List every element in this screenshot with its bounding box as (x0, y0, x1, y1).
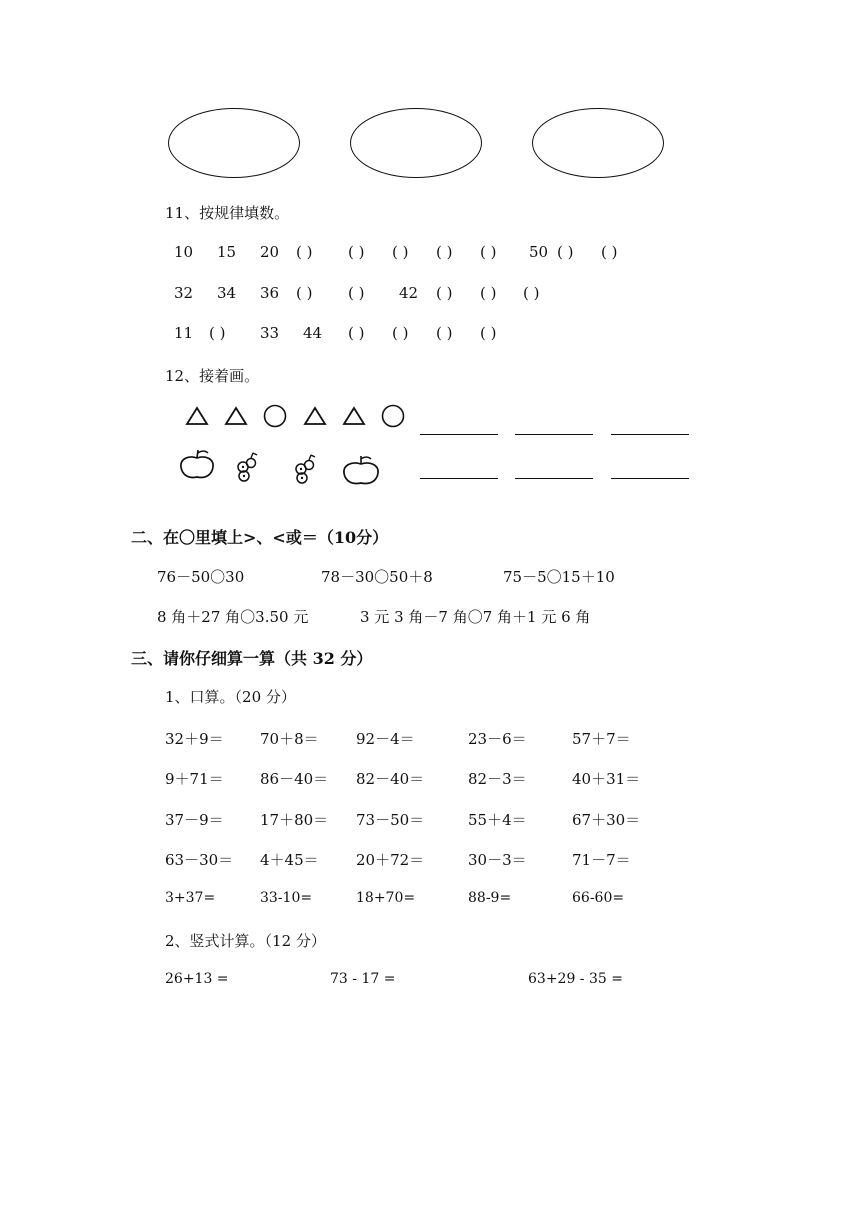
mental-math-item[interactable]: 70＋8＝ (260, 730, 319, 748)
q11-row2-blank[interactable]: ( ) (348, 284, 365, 302)
mental-math-item[interactable]: 57＋7＝ (572, 730, 631, 748)
q11-row2-blank[interactable]: ( ) (523, 284, 540, 302)
q11-row1-item: 20 (260, 243, 280, 261)
q11-row2-blank[interactable]: ( ) (480, 284, 497, 302)
mental-math-item[interactable]: 20＋72＝ (356, 851, 425, 869)
q11-row1-item: 10 (174, 243, 194, 261)
q11-row1-item: 15 (217, 243, 237, 261)
q11-row3-item: 44 (303, 324, 323, 342)
answer-oval-2 (350, 108, 482, 178)
q11-row2-blank[interactable]: ( ) (296, 284, 313, 302)
draw-blank-line[interactable] (515, 434, 593, 435)
q11-row2-item: 32 (174, 284, 194, 302)
section3-sub1: 1、口算。（20 分） (165, 688, 296, 706)
q11-row3-blank[interactable]: ( ) (209, 324, 226, 342)
section2-heading: 二、在〇里填上>、<或＝（10分） (131, 528, 389, 547)
draw-blank-line[interactable] (420, 434, 498, 435)
q11-row1-blank[interactable]: ( ) (348, 243, 365, 261)
q11-row1-blank[interactable]: ( ) (436, 243, 453, 261)
q11-row3-blank[interactable]: ( ) (348, 324, 365, 342)
q11-row2-blank[interactable]: ( ) (436, 284, 453, 302)
cherries-icon (232, 452, 262, 482)
apple-icon (178, 448, 216, 480)
mental-math-item[interactable]: 82－3＝ (468, 770, 527, 788)
mental-math-item[interactable]: 40＋31＝ (572, 770, 641, 788)
mental-math-item[interactable]: 23－6＝ (468, 730, 527, 748)
mental-math-item[interactable]: 67＋30＝ (572, 811, 641, 829)
q12-title: 12、接着画。 (165, 367, 260, 385)
mental-math-item[interactable]: 71－7＝ (572, 851, 631, 869)
q11-row3-blank[interactable]: ( ) (392, 324, 409, 342)
q11-row3-item: 33 (260, 324, 280, 342)
mental-math-item[interactable]: 73－50＝ (356, 811, 425, 829)
q11-row3-blank[interactable]: ( ) (480, 324, 497, 342)
triangle-icon (185, 406, 209, 426)
mental-math-item[interactable]: 92－4＝ (356, 730, 415, 748)
mental-math-item[interactable]: 86－40＝ (260, 770, 329, 788)
circle-icon (381, 404, 405, 428)
mental-math-item[interactable]: 32＋9＝ (165, 730, 224, 748)
draw-blank-line[interactable] (611, 434, 689, 435)
q11-row1-blank[interactable]: ( ) (296, 243, 313, 261)
q11-row1-item: 50 (529, 243, 549, 261)
mental-math-item[interactable]: 9＋71＝ (165, 770, 224, 788)
mental-math-item[interactable]: 17＋80＝ (260, 811, 329, 829)
triangle-icon (224, 406, 248, 426)
q11-title: 11、按规律填数。 (165, 204, 290, 222)
compare-item[interactable]: 8 角＋27 角〇3.50 元 (157, 608, 309, 626)
q11-row1-blank[interactable]: ( ) (557, 243, 574, 261)
mental-math-item[interactable]: 88-9= (468, 890, 512, 906)
compare-item[interactable]: 76－50〇30 (157, 568, 245, 586)
answer-oval-3 (532, 108, 664, 178)
draw-blank-line[interactable] (611, 478, 689, 479)
apple-icon (341, 454, 381, 486)
vertical-calc-item[interactable]: 26+13 = (165, 971, 229, 987)
q11-row1-blank[interactable]: ( ) (601, 243, 618, 261)
mental-math-item[interactable]: 3+37= (165, 890, 216, 906)
mental-math-item[interactable]: 55＋4＝ (468, 811, 527, 829)
cherries-icon (290, 454, 320, 484)
section3-sub2: 2、竖式计算。（12 分） (165, 932, 326, 950)
compare-item[interactable]: 75－5〇15＋10 (503, 568, 615, 586)
vertical-calc-item[interactable]: 63+29 - 35 = (528, 971, 623, 987)
q11-row1-blank[interactable]: ( ) (480, 243, 497, 261)
triangle-icon (342, 406, 366, 426)
mental-math-item[interactable]: 66-60= (572, 890, 625, 906)
compare-item[interactable]: 3 元 3 角－7 角〇7 角＋1 元 6 角 (360, 608, 591, 626)
q11-row3-blank[interactable]: ( ) (436, 324, 453, 342)
q11-row3-item: 11 (174, 324, 194, 342)
triangle-icon (303, 406, 327, 426)
q11-row1-blank[interactable]: ( ) (392, 243, 409, 261)
compare-item[interactable]: 78－30〇50＋8 (321, 568, 433, 586)
answer-oval-1 (168, 108, 300, 178)
vertical-calc-item[interactable]: 73 - 17 = (330, 971, 396, 987)
draw-blank-line[interactable] (420, 478, 498, 479)
mental-math-item[interactable]: 63－30＝ (165, 851, 234, 869)
mental-math-item[interactable]: 37－9＝ (165, 811, 224, 829)
mental-math-item[interactable]: 30－3＝ (468, 851, 527, 869)
draw-blank-line[interactable] (515, 478, 593, 479)
mental-math-item[interactable]: 33-10= (260, 890, 313, 906)
circle-icon (263, 404, 287, 428)
mental-math-item[interactable]: 4＋45＝ (260, 851, 319, 869)
mental-math-item[interactable]: 82－40＝ (356, 770, 425, 788)
q11-row2-item: 34 (217, 284, 237, 302)
mental-math-item[interactable]: 18+70= (356, 890, 416, 906)
q11-row2-item: 42 (399, 284, 419, 302)
q11-row2-item: 36 (260, 284, 280, 302)
section3-heading: 三、请你仔细算一算（共 32 分） (131, 649, 373, 668)
